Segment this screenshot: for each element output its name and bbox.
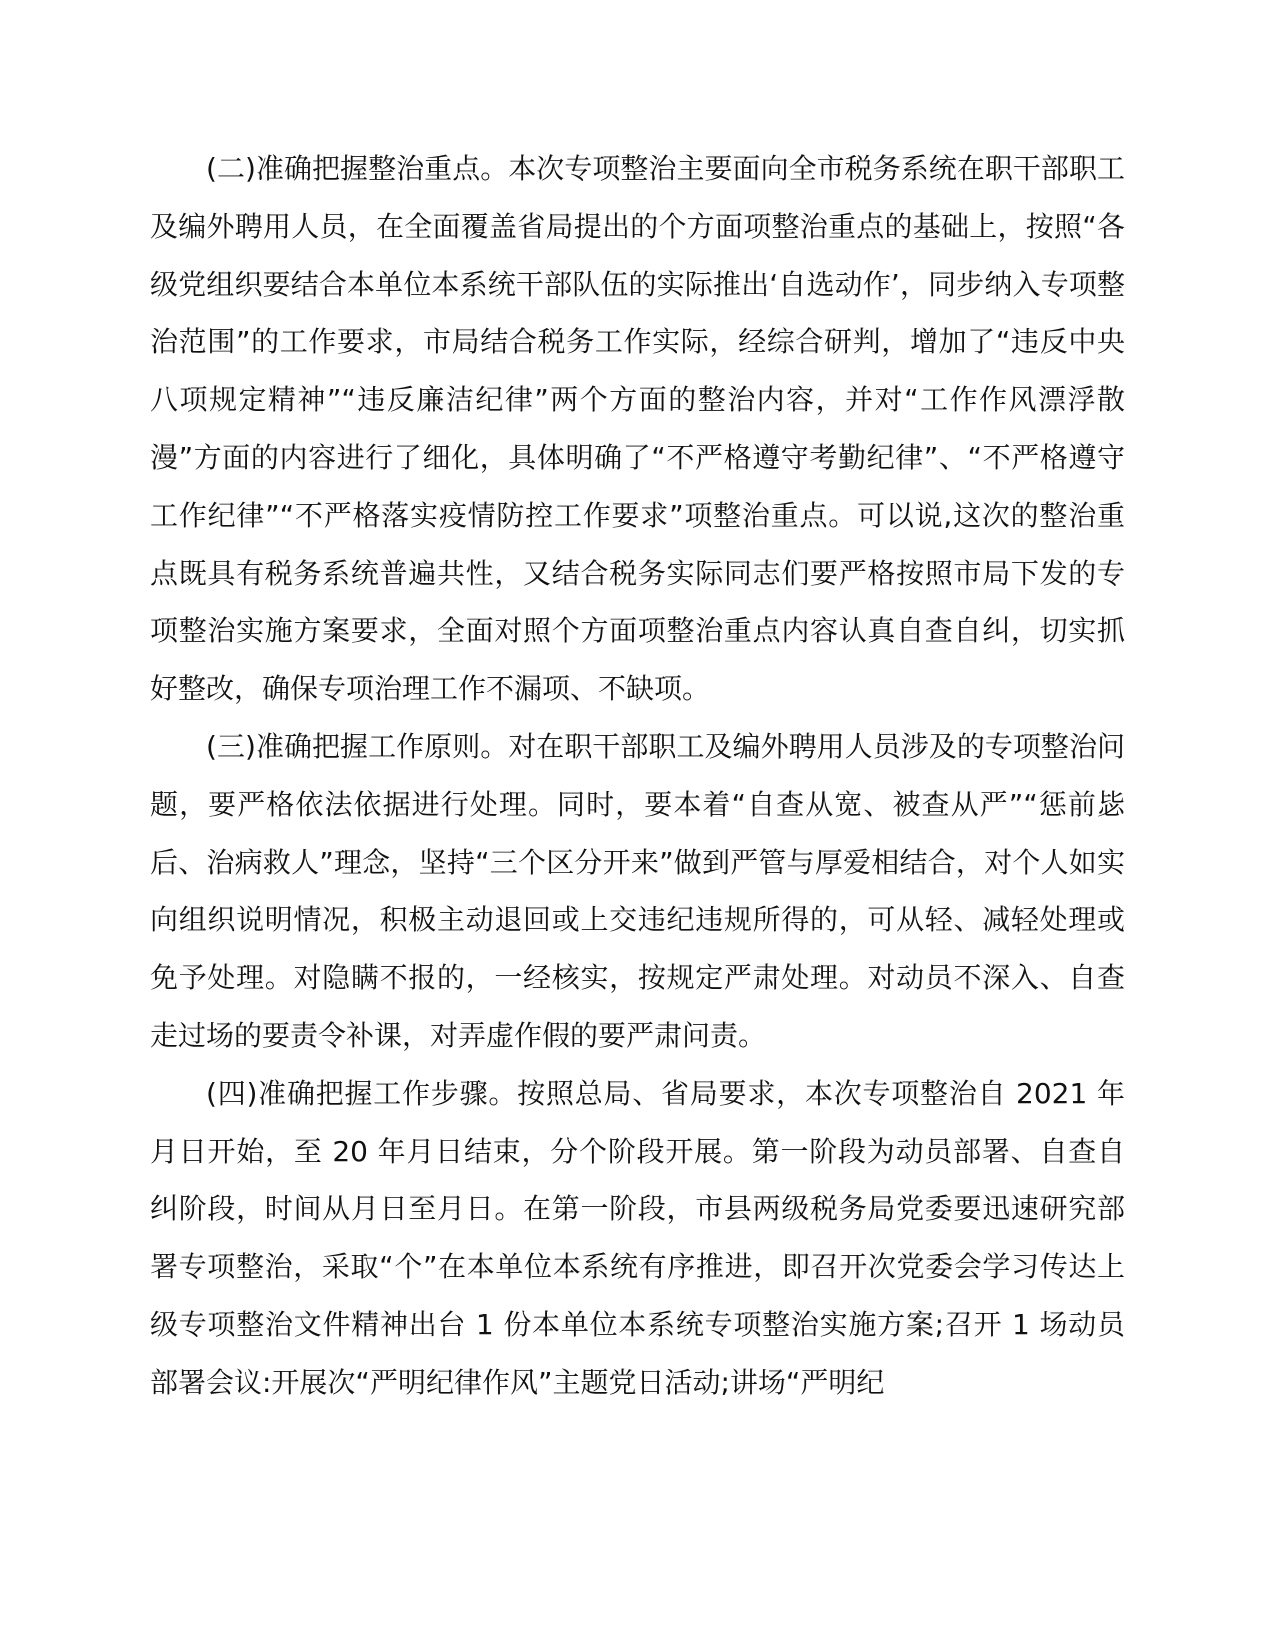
paragraph-work-principles: (三)准确把握工作原则。对在职干部职工及编外聘用人员涉及的专项整治问题，要严格依法依据进行处理。同时，要本着“自查从宽、被查从严”“惩前毖后、治病救人”理念，坚持“三个区分开来”做到严管与厚爱相结合，对个人如实向组织说明情况，积极主动退回或上交违纪违规所得的，可从轻、减轻处理或免予处理。对隐瞒不报的，一经核实，按规定严肃处理。对动员不深入、自查走过场的要责令补课，对弄虚作假的要严肃问责。	[150, 729, 1125, 1052]
document-body	[150, 140, 1125, 1412]
paragraph-work-steps: (四)准确把握工作步骤。按照总局、省局要求，本次专项整治自 2021 年月日开始，至 20 年月日结束，分个阶段开展。第一阶段为动员部署、自查自纠阶段，时间从月日至月日。在第一阶段，市县两级税务局党委要迅速研究部署专项整治，采取“个”在本单位本系统有序推进，即召开次党委会学习传达上级专项整治文件精神出台 1 份本单位本系统专项整治实施方案;召开 1 场动员部署会议:开展次“严明纪律作风”主题党日活动;讲场“严明纪	[150, 1076, 1125, 1399]
paragraph-rectification-focus: (二)准确把握整治重点。本次专项整治主要面向全市税务系统在职干部职工及编外聘用人员，在全面覆盖省局提出的个方面项整治重点的基础上，按照“各级党组织要结合本单位本系统干部队伍的实际推出‘自选动作’，同步纳入专项整治范围”的工作要求，市局结合税务工作实际，经综合研判，增加了“违反中央八项规定精神”“违反廉洁纪律”两个方面的整治内容，并对“工作作风漂浮散漫”方面的内容进行了细化，具体明确了“不严格遵守考勤纪律”、“不严格遵守工作纪律”“不严格落实疫情防控工作要求”项整治重点。可以说,这次的整治重点既具有税务系统普遍共性，又结合税务实际同志们要严格按照市局下发的专项整治实施方案要求，全面对照个方面项整治重点内容认真自查自纠，切实抓好整改，确保专项治理工作不漏项、不缺项。	[150, 152, 1125, 706]
